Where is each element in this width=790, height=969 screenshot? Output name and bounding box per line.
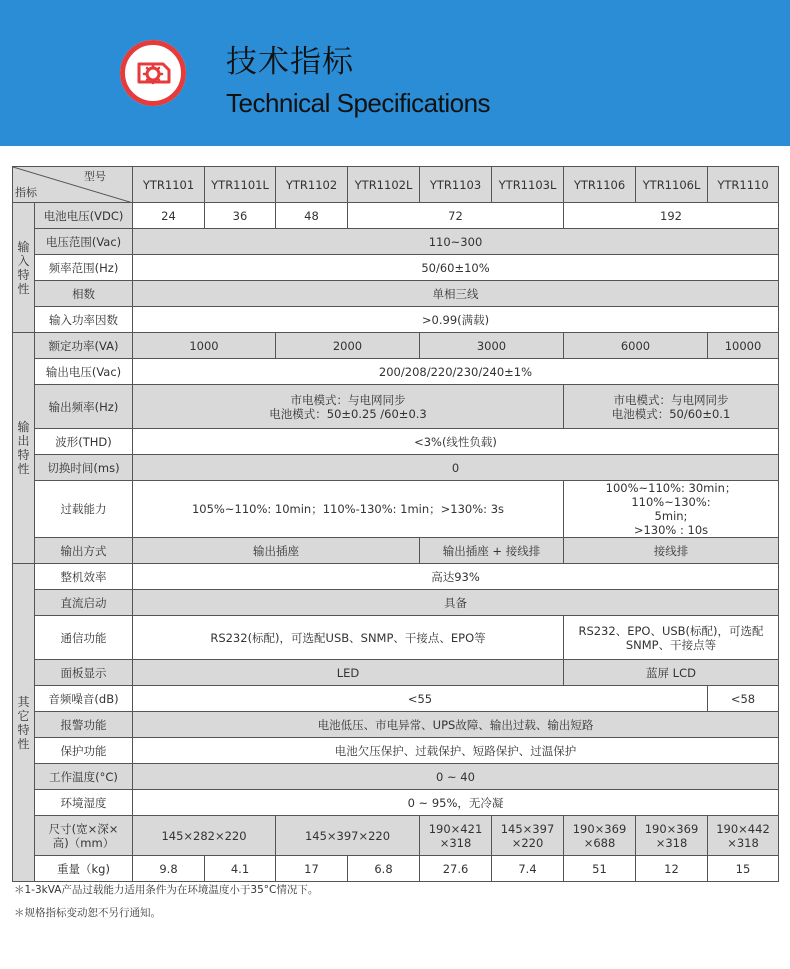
cell-line: ×318: [439, 835, 472, 850]
row-label: 重量（kg): [35, 856, 133, 882]
cell-value: <58: [708, 686, 779, 712]
cell-line: 电池模式：50/60±0.1: [611, 406, 731, 421]
cell-line: 190×421: [428, 821, 483, 836]
cell-value: <55: [133, 686, 708, 712]
category-input: [13, 203, 35, 333]
cell-value: 电池欠压保护、过载保护、短路保护、过温保护: [133, 738, 779, 764]
cell-line: 190×369: [572, 821, 627, 836]
page-title-cn: 技术指标: [226, 44, 354, 80]
cell-value: 72: [348, 203, 564, 229]
table-row: [13, 564, 779, 590]
category-output: [13, 333, 35, 564]
row-label: 过载能力: [35, 481, 133, 538]
cell-value: 9.8: [133, 856, 205, 882]
model-header: YTR1110: [708, 167, 779, 203]
cell-value: RS232(标配)，可选配USB、SNMP、干接点、EPO等: [133, 616, 564, 660]
row-label: 相数: [35, 281, 133, 307]
table-header-row: [13, 167, 779, 203]
header-model-label: 型号: [84, 170, 106, 183]
category-other: [13, 564, 35, 882]
cell-value: LED: [133, 660, 564, 686]
row-label: 波形(THD): [35, 429, 133, 455]
cell-value: 24: [133, 203, 205, 229]
table-row: [13, 281, 779, 307]
table-row: [13, 738, 779, 764]
cell-value: 7.4: [492, 856, 564, 882]
model-header: YTR1103: [420, 167, 492, 203]
row-label: [35, 816, 133, 856]
cell-value: 12: [636, 856, 708, 882]
cell-line: 电池模式：50±0.25 /60±0.3: [269, 406, 427, 421]
cell-value: 3000: [420, 333, 564, 359]
row-label: 保护功能: [35, 738, 133, 764]
cell-line: ×318: [727, 835, 759, 850]
row-label: 电压范围(Vac): [35, 229, 133, 255]
row-label: 切换时间(ms): [35, 455, 133, 481]
cell-value: 17: [276, 856, 348, 882]
cell-line: 高)（mm）: [52, 835, 115, 850]
row-label: 输出频率(Hz): [35, 385, 133, 429]
page-title-en: Technical Specifications: [226, 88, 491, 118]
cell-value: 51: [564, 856, 636, 882]
cell-value: 200/208/220/230/240±1%: [133, 359, 779, 385]
cell-value: >0.99(满载): [133, 307, 779, 333]
table-row: [13, 481, 779, 538]
row-label: 输出电压(Vac): [35, 359, 133, 385]
table-row: [13, 616, 779, 660]
model-header: YTR1102L: [348, 167, 420, 203]
header-banner: [0, 0, 790, 146]
cell-value: 高达93%: [133, 564, 779, 590]
cell-value: [564, 481, 779, 538]
cell-line: ×220: [511, 835, 544, 850]
cell-line: ×318: [655, 835, 688, 850]
table-row: [13, 764, 779, 790]
cell-value: 具备: [133, 590, 779, 616]
cell-line: >130% : 10s: [633, 523, 709, 537]
cell-line: ×688: [583, 835, 616, 850]
cell-line: 市电模式：与电网同步: [613, 392, 729, 407]
category-output-label: 输出特性: [17, 420, 30, 476]
cell-value: 145×397×220: [276, 816, 420, 856]
cell-value: 6000: [564, 333, 708, 359]
cell-value: 2000: [276, 333, 420, 359]
row-label: 环境湿度: [35, 790, 133, 816]
table-row: [13, 255, 779, 281]
cell-line: 市电模式：与电网同步: [290, 392, 406, 407]
row-label: 额定功率(VA): [35, 333, 133, 359]
table-row: [13, 790, 779, 816]
row-label: 频率范围(Hz): [35, 255, 133, 281]
header-corner-cell: [13, 167, 133, 203]
row-label: 报警功能: [35, 712, 133, 738]
spec-table: [12, 166, 779, 882]
table-row: [13, 686, 779, 712]
cell-value: 36: [205, 203, 276, 229]
cell-value: 接线排: [564, 538, 779, 564]
table-row: [13, 385, 779, 429]
row-label: 输出方式: [35, 538, 133, 564]
row-label: 电池电压(VDC): [35, 203, 133, 229]
table-row: [13, 455, 779, 481]
row-label: 输入功率因数: [35, 307, 133, 333]
cell-value: 0 ~ 40: [133, 764, 779, 790]
cell-value: [564, 616, 779, 660]
category-input-label: 输入特性: [17, 239, 30, 296]
header-spec-label: 指标: [15, 186, 37, 199]
cell-value: 10000: [708, 333, 779, 359]
model-header: YTR1102: [276, 167, 348, 203]
table-row: [13, 203, 779, 229]
cell-value: 145×282×220: [133, 816, 276, 856]
cell-value: 50/60±10%: [133, 255, 779, 281]
model-header: YTR1101L: [205, 167, 276, 203]
model-header: YTR1106L: [636, 167, 708, 203]
table-row: [13, 229, 779, 255]
cell-value: 0: [133, 455, 779, 481]
model-header: YTR1106: [564, 167, 636, 203]
table-row: [13, 333, 779, 359]
table-row: [13, 590, 779, 616]
cell-value: 27.6: [420, 856, 492, 882]
cell-value: [708, 816, 779, 856]
row-label: 音频噪音(dB): [35, 686, 133, 712]
cell-line: 190×442: [716, 821, 770, 836]
table-row: [13, 856, 779, 882]
cell-value: 电池低压、市电异常、UPS故障、输出过载、输出短路: [133, 712, 779, 738]
row-label: 直流启动: [35, 590, 133, 616]
table-row: [13, 538, 779, 564]
cell-value: [564, 816, 636, 856]
footnote-disclaimer: ＊规格指标变动恕不另行通知。: [14, 907, 161, 919]
cell-value: [492, 816, 564, 856]
row-label: 面板显示: [35, 660, 133, 686]
cell-value: 单相三线: [133, 281, 779, 307]
cell-value: 110~300: [133, 229, 779, 255]
cell-line: 尺寸(宽×深×: [48, 821, 119, 836]
model-header: YTR1101: [133, 167, 205, 203]
table-row: [13, 660, 779, 686]
table-row: [13, 359, 779, 385]
cell-line: SNMP、干接点等: [625, 637, 717, 652]
cell-value: [420, 816, 492, 856]
cell-value: [564, 385, 779, 429]
cell-line: RS232、EPO、USB(标配)，可选配: [578, 623, 764, 638]
cell-line: 190×369: [644, 821, 699, 836]
table-row: [13, 816, 779, 856]
table-row: [13, 429, 779, 455]
cell-value: [133, 385, 564, 429]
cell-line: 145×397: [500, 821, 555, 836]
cell-value: 输出插座 + 接线排: [420, 538, 564, 564]
cell-value: <3%(线性负载): [133, 429, 779, 455]
cell-value: 192: [564, 203, 779, 229]
table-row: [13, 307, 779, 333]
cell-value: [636, 816, 708, 856]
cell-value: 1000: [133, 333, 276, 359]
row-label: 整机效率: [35, 564, 133, 590]
footnote-overload: ＊1-3kVA产品过载能力适用条件为在环境温度小于35°C情况下。: [14, 884, 319, 896]
cell-value: 15: [708, 856, 779, 882]
cell-value: 4.1: [205, 856, 276, 882]
cell-line: 5min;: [654, 509, 688, 523]
model-header: YTR1103L: [492, 167, 564, 203]
gear-shield-logo-icon: [120, 40, 186, 106]
row-label: 工作温度(°C): [35, 764, 133, 790]
cell-value: 6.8: [348, 856, 420, 882]
cell-value: 105%~110%: 10min；110%-130%: 1min；>130%: 3s: [133, 481, 564, 538]
table-row: [13, 712, 779, 738]
cell-value: 48: [276, 203, 348, 229]
cell-value: 蓝屏 LCD: [564, 660, 779, 686]
category-other-label: 其它特性: [17, 694, 30, 751]
cell-value: 0 ~ 95%，无冷凝: [133, 790, 779, 816]
row-label: 通信功能: [35, 616, 133, 660]
cell-value: 输出插座: [133, 538, 420, 564]
cell-line: 100%~110%: 30min；110%~130%:: [605, 481, 737, 509]
